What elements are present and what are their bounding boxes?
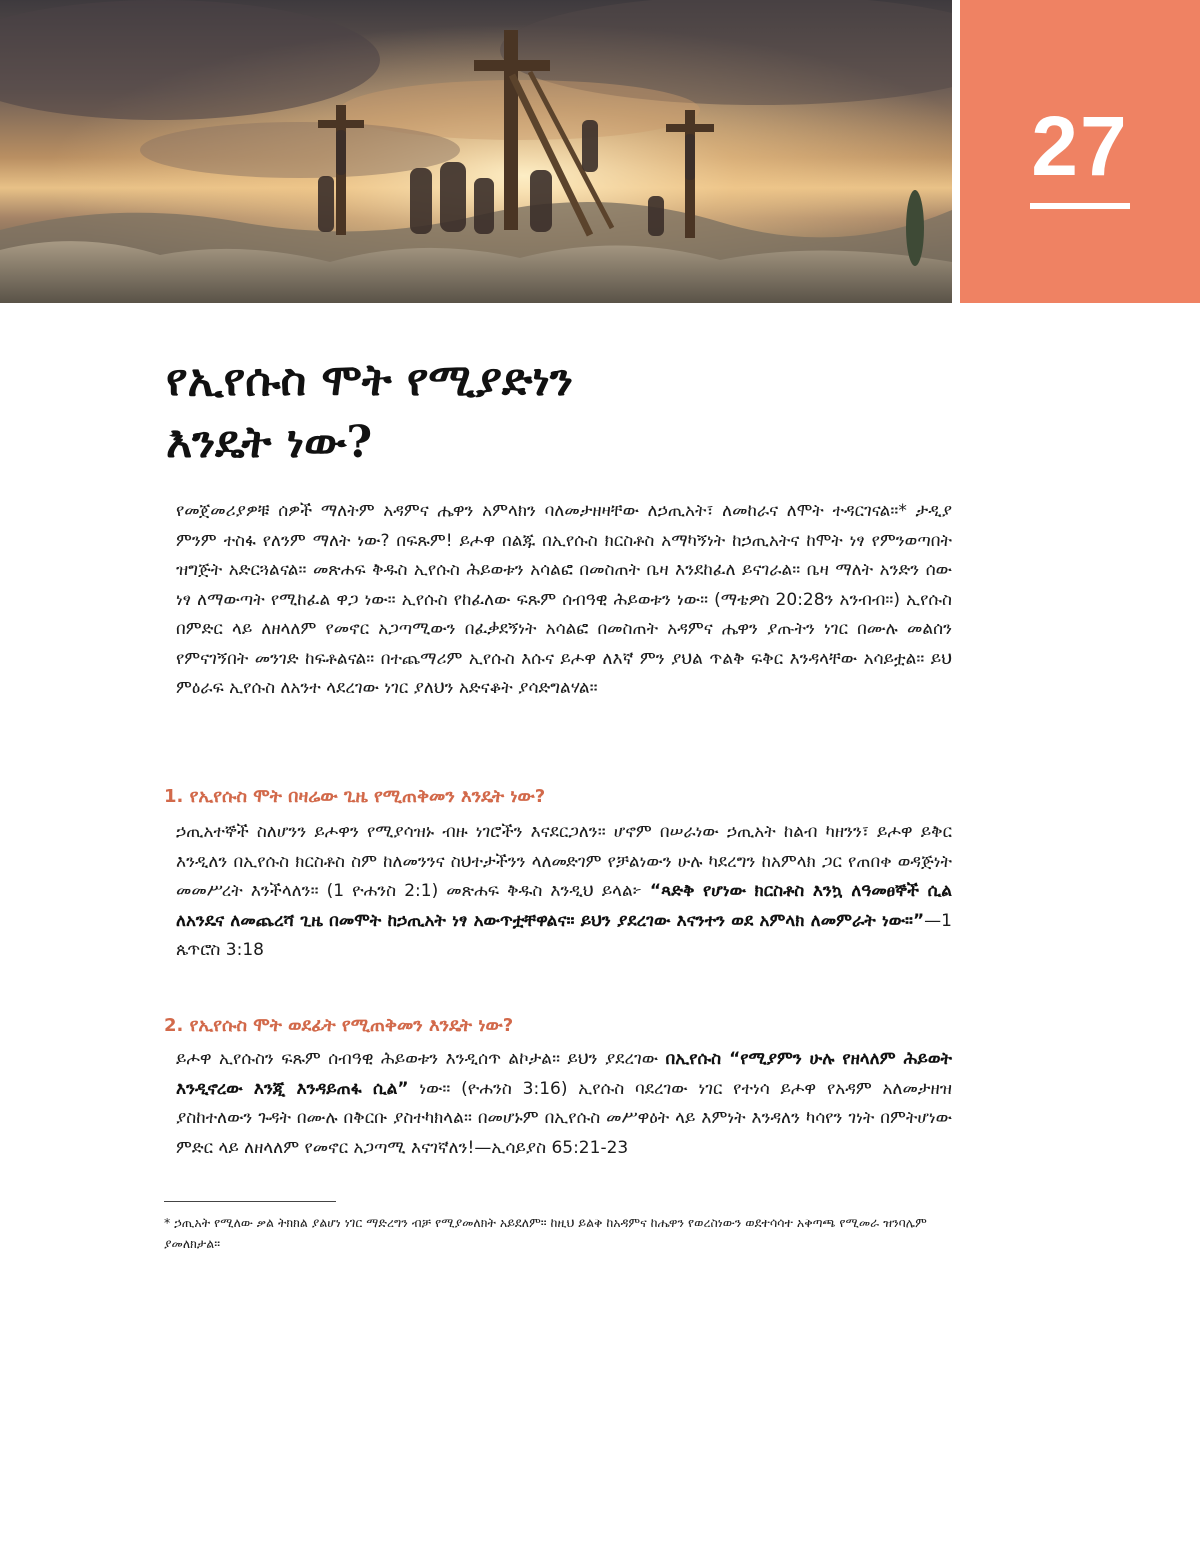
intro-paragraph: የመጀመሪያዎቹ ሰዎች ማለትም አዳምና ሔዋን አምላክን ባለመታዘዛቸው ለኃጢአት፣ ለመከራና ለሞት ተዳርገናል።* ታዲያ ምንም ተስፋ የለንም ማለት ነው? በፍጹም! ይሖዋ በልጁ በኢየሱስ ክርስቶስ አማካኝነት ከኃጢአትና ከሞት ነፃ የምንወጣበት ዝግጅት አድርጓልናል። መጽሐፍ ቅዱስ ኢየሱስ ሕይወቱን አሳልፎ በመስጠት ቤዛ እንደከፈለ ይናገራል። ቤዛ ማለት አንድን ሰው ነፃ ለማውጣት የሚከፈል ዋጋ ነው። ኢየሱስ የከፈለው ፍጹም ሰብዓዊ ሕይወቱን ነው። (ማቴዎስ 20:28ን አንብብ።) ኢየሱስ በምድር ላይ ለዘላለም የመኖር አጋጣሚውን በፈቃደኝነት አሳልፎ በመስጠት አዳምና ሔዋን ያጡትን ነገር በሙሉ መልሰን የምናገኝበት መንገድ ከፍቶልናል። በተጨማሪም ኢየሱስ እሱና ይሖዋ ለእኛ ምን ያህል ጥልቅ ፍቅር እንዳላቸው አሳይቷል። ይህ ምዕራፍ ኢየሱስ ለአንተ ላደረገው ነገር ያለህን አድናቆት ያሳድግልሃል።: [176, 501, 952, 698]
answer-2-quote: በኢየሱስ “የሚያምን ሁሉ የዘላለም ሕይወት እንዲኖረው እንጂ እንዳይጠፋ ሲል”: [176, 1049, 952, 1099]
chapter-underline: [1030, 203, 1130, 209]
answer-1-paragraph: [176, 818, 952, 966]
title-line-2: እንዴት ነው?: [166, 417, 373, 468]
answer-2-reference: —ኢሳይያስ 65:21-23: [474, 1137, 629, 1158]
title-line-1: የኢየሱስ ሞት የሚያድነን: [166, 355, 573, 406]
question-2-heading: 2. የኢየሱስ ሞት ወደፊት የሚጠቅመን እንዴት ነው?: [164, 1015, 514, 1036]
answer-1-reference: —1 ጴጥሮስ 3:18: [176, 910, 952, 960]
question-1-heading: 1. የኢየሱስ ሞት በዛሬው ጊዜ የሚጠቅመን እንዴት ነው?: [164, 786, 546, 807]
crucifixion-scene-image: [0, 0, 952, 303]
footnote-divider: [164, 1201, 336, 1202]
answer-1-text: ኃጢአተኞች ስለሆንን ይሖዋን የሚያሳዝኑ ብዙ ነገሮችን እናደርጋለን። ሆኖም በሠራነው ኃጢአት ከልብ ካዘንን፣ ይሖዋ ይቅር እንዲለን በኢየሱስ ክርስቶስ ስም ከለመንንና ስህተታችንን ላለመድገም የቻልነውን ሁሉ ካደረግን ከአምላክ ጋር የጠበቀ ወዳጅነት መመሥረት እንችላለን። (1 ዮሐንስ 2:1) መጽሐፍ ቅዱስ እንዲህ ይላል፦: [176, 822, 952, 901]
footnote: * ኃጢአት የሚለው ቃል ትክክል ያልሆነ ነገር ማድረግን ብቻ የሚያመለክት አይደለም። ከዚህ ይልቅ ከአዳምና ከሔዋን የወረስነውን ወደተሳሳተ አቅጣጫ የሚመራ ዝንባሌም ያመለክታል።: [164, 1215, 927, 1251]
answer-2-text-start: ይሖዋ ኢየሱስን ፍጹም ሰብዓዊ ሕይወቱን እንዲሰጥ ልኮታል። ይህን ያደረገው: [176, 1049, 666, 1069]
answer-1-quote: “ጻድቅ የሆነው ክርስቶስ እንኳ ለዓመፀኞች ሲል ለአንዴና ለመጨረሻ ጊዜ በመሞት ከኃጢአት ነፃ አውጥቷቸዋልና። ይህን ያደረገው እናንተን ወደ አምላክ ለመምራት ነው።”: [176, 881, 952, 931]
answer-2-paragraph: [176, 1045, 952, 1163]
page-title: [166, 350, 926, 474]
answer-2-text-end: ነው። (ዮሐንስ 3:16) ኢየሱስ ባደረገው ነገር የተነሳ ይሖዋ የአዳም አለመታዘዝ ያስከተለውን ጉዳት በሙሉ በቅርቡ ያስተካክላል። በመሆኑም በኢየሱስ መሥዋዕት ላይ እምነት እንዳለን ካሳየን ገነት በምትሆነው ምድር ላይ ለዘላለም የመኖር አጋጣሚ እናገኛለን!: [176, 1078, 952, 1158]
chapter-number: 27: [1031, 99, 1129, 193]
chapter-tab: [960, 0, 1200, 303]
hero-illustration: [0, 0, 952, 303]
